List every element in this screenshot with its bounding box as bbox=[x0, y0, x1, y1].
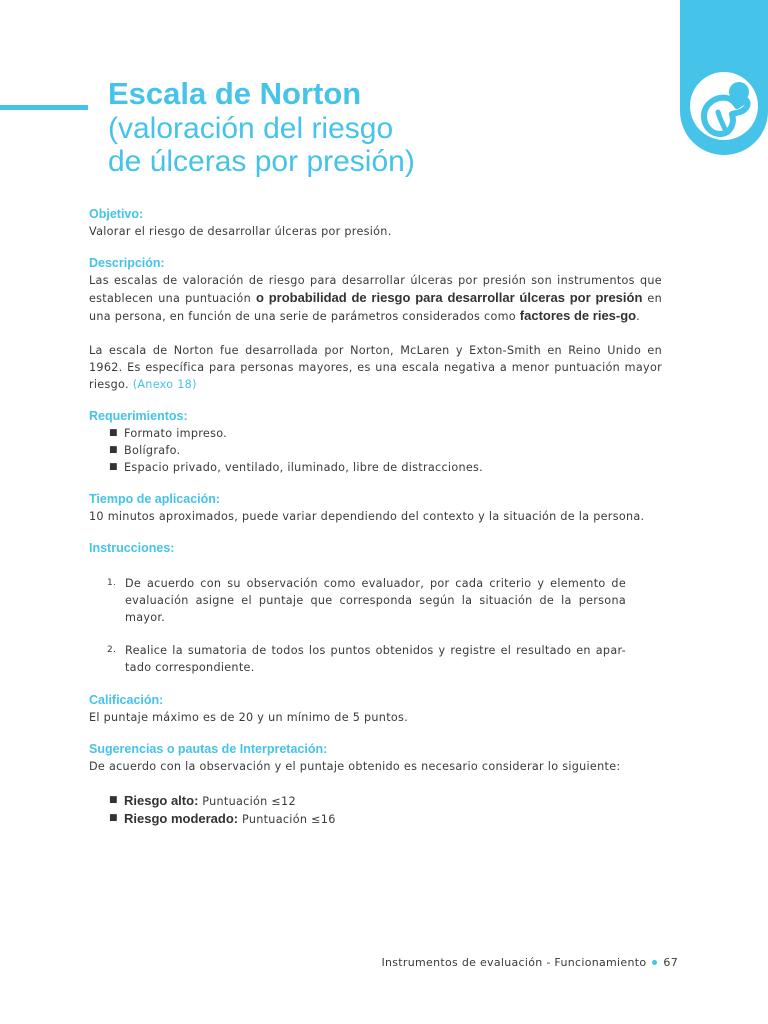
page-title: Escala de Norton bbox=[108, 76, 362, 111]
footer-text: Instrumentos de evaluación - Funcionamiento bbox=[381, 956, 647, 969]
heading-descripcion: Descripción: bbox=[89, 256, 165, 270]
descripcion-text-e: . bbox=[636, 310, 640, 323]
step-number: 2. bbox=[107, 645, 117, 655]
risk-label: Riesgo moderado: bbox=[124, 811, 239, 826]
list-item bbox=[89, 642, 662, 676]
descripcion-emphasis-2: factores de ries-go bbox=[519, 308, 637, 323]
tiempo-text: 10 minutos aproximados, puede variar dependiendo del contexto y la situación de la persona. bbox=[89, 510, 645, 523]
heading-instrucciones: Instrucciones: bbox=[89, 541, 175, 555]
descripcion-paragraph-1 bbox=[89, 272, 662, 325]
descripcion-text-a: Las escalas de valoración de riesgo para desarrollar úlceras por presión son instrumentos que establecen una puntuación bbox=[89, 274, 662, 305]
accent-line bbox=[0, 105, 88, 110]
title-block bbox=[108, 76, 415, 178]
list-item bbox=[109, 810, 662, 828]
descripcion-text-c: en una persona, en función de una serie de parámetros considerados como bbox=[89, 292, 662, 323]
content bbox=[89, 206, 662, 828]
heading-requerimientos: Requerimientos: bbox=[89, 409, 188, 423]
page-number: 67 bbox=[663, 956, 678, 969]
step-text: De acuerdo con su observación como evaluador, por cada criterio y elemento de evaluación asigne el puntaje que corresponda según la situación de la persona mayor. bbox=[125, 577, 626, 624]
section-objetivo bbox=[89, 206, 662, 240]
heading-objetivo: Objetivo: bbox=[89, 207, 144, 221]
heading-calificacion: Calificación: bbox=[89, 693, 164, 707]
section-tiempo bbox=[89, 491, 662, 525]
risk-value: Puntuación ≤12 bbox=[202, 795, 296, 808]
anexo-link[interactable]: (Anexo 18) bbox=[132, 378, 197, 391]
step-number: 1. bbox=[107, 578, 117, 588]
step-text: Realice la sumatoria de todos los puntos obtenidos y registre el resultado en apar-tado correspondiente. bbox=[125, 644, 626, 674]
list-item: ■ Bolígrafo. bbox=[109, 442, 662, 459]
list-item bbox=[89, 575, 662, 626]
descripcion-text-2: La escala de Norton fue desarrollada por Norton, McLaren y Exton-Smith en Reino Unido en 1962. Es específica para personas mayores, es una escala negativa a menor puntuación mayor riesgo. bbox=[89, 344, 662, 391]
risk-label: Riesgo alto: bbox=[124, 793, 199, 808]
instrucciones-list bbox=[89, 575, 662, 676]
person-with-arm-raised-icon bbox=[680, 0, 768, 155]
page-subtitle-line2: de úlceras por presión) bbox=[108, 145, 415, 178]
page-subtitle-line1: (valoración del riesgo bbox=[108, 112, 394, 145]
objetivo-text: Valorar el riesgo de desarrollar úlceras por presión. bbox=[89, 225, 392, 238]
section-requerimientos bbox=[89, 408, 662, 476]
section-descripcion bbox=[89, 255, 662, 393]
footer-dot bbox=[652, 960, 657, 965]
section-instrucciones bbox=[89, 540, 662, 676]
heading-sugerencias: Sugerencias o pautas de Interpretación: bbox=[89, 742, 328, 756]
risk-value: Puntuación ≤16 bbox=[241, 813, 336, 826]
requerimientos-list bbox=[89, 425, 662, 476]
sugerencias-list bbox=[89, 792, 662, 828]
list-item: ■ Formato impreso. bbox=[109, 425, 662, 442]
section-calificacion bbox=[89, 692, 662, 726]
descripcion-paragraph-2 bbox=[89, 342, 662, 393]
list-item bbox=[109, 792, 662, 810]
section-sugerencias bbox=[89, 741, 662, 828]
descripcion-emphasis-1: o probabilidad de riesgo para desarrollar úlceras por presión bbox=[255, 290, 643, 305]
sugerencias-text: De acuerdo con la observación y el puntaje obtenido es necesario considerar lo siguiente: bbox=[89, 760, 621, 773]
section-tab bbox=[680, 0, 768, 155]
heading-tiempo: Tiempo de aplicación: bbox=[89, 492, 221, 506]
list-item: ■ Espacio privado, ventilado, iluminado, libre de distracciones. bbox=[109, 459, 662, 476]
page-footer bbox=[381, 956, 678, 969]
calificacion-text: El puntaje máximo es de 20 y un mínimo de 5 puntos. bbox=[89, 711, 409, 724]
